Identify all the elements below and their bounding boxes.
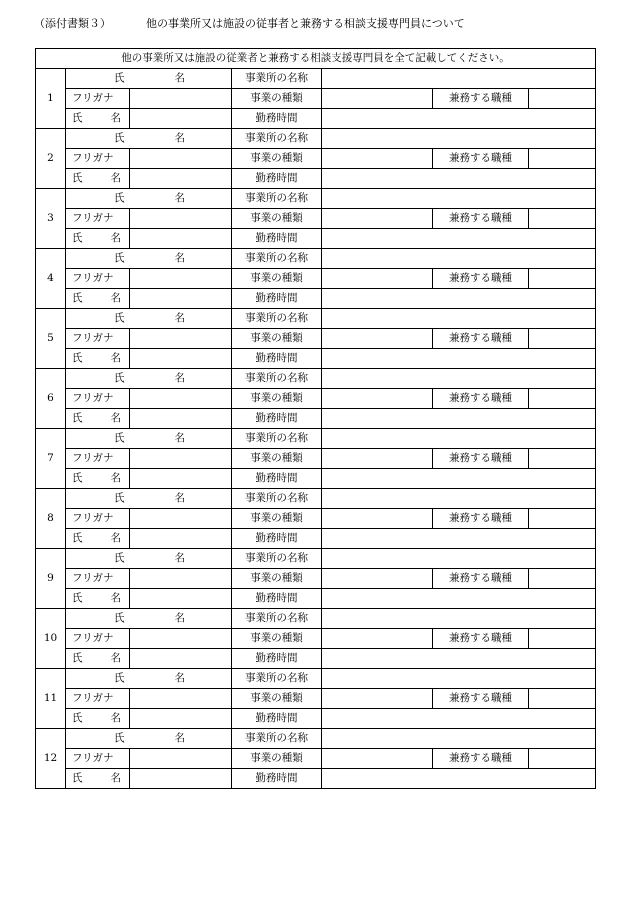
- name-header-cell: [66, 429, 232, 449]
- office-name-label: 事業所の名称: [232, 129, 322, 149]
- entry-number: 11: [36, 669, 66, 729]
- furigana-label: フリガナ: [66, 389, 130, 409]
- concurrent-job-label: 兼務する職種: [433, 329, 529, 349]
- business-type-field[interactable]: [322, 149, 433, 169]
- name-header-label-2: 名: [174, 72, 185, 84]
- office-name-label: 事業所の名称: [232, 729, 322, 749]
- business-type-label: 事業の種類: [232, 689, 322, 709]
- name-field[interactable]: [130, 649, 232, 669]
- name-label-2: 名: [110, 772, 121, 784]
- entry-row-furigana: [36, 509, 596, 529]
- furigana-label: フリガナ: [66, 749, 130, 769]
- name-header-label-1: 氏: [114, 552, 125, 564]
- furigana-field[interactable]: [130, 149, 232, 169]
- name-header-cell: [66, 669, 232, 689]
- name-label-2: 名: [110, 172, 121, 184]
- business-type-field[interactable]: [322, 89, 433, 109]
- name-field[interactable]: [130, 169, 232, 189]
- entry-row-name-header: [36, 249, 596, 269]
- concurrent-job-field[interactable]: [529, 149, 596, 169]
- name-label-cell: [66, 589, 130, 609]
- work-hours-field[interactable]: [322, 289, 596, 309]
- name-label-cell: [66, 169, 130, 189]
- office-name-field[interactable]: [322, 729, 596, 749]
- name-header-cell: [66, 69, 232, 89]
- entry-row-name: [36, 169, 596, 189]
- furigana-field[interactable]: [130, 329, 232, 349]
- office-name-field[interactable]: [322, 249, 596, 269]
- name-label-cell: [66, 109, 130, 129]
- name-label-1: 氏: [72, 172, 83, 184]
- furigana-label: フリガナ: [66, 149, 130, 169]
- work-hours-field[interactable]: [322, 349, 596, 369]
- office-name-label: 事業所の名称: [232, 609, 322, 629]
- name-label-cell: [66, 709, 130, 729]
- concurrent-job-label: 兼務する職種: [433, 149, 529, 169]
- entry-row-name-header: [36, 669, 596, 689]
- furigana-field[interactable]: [130, 389, 232, 409]
- name-label-1: 氏: [72, 772, 83, 784]
- name-header-label-2: 名: [174, 132, 185, 144]
- name-label-cell: [66, 769, 130, 789]
- entry-row-name-header: [36, 609, 596, 629]
- document-label: （添付書類３）: [34, 17, 111, 30]
- furigana-field[interactable]: [130, 629, 232, 649]
- concurrent-job-field[interactable]: [529, 449, 596, 469]
- office-name-field[interactable]: [322, 129, 596, 149]
- name-field[interactable]: [130, 469, 232, 489]
- office-name-label: 事業所の名称: [232, 669, 322, 689]
- entry-number: 1: [36, 69, 66, 129]
- name-label-2: 名: [110, 352, 121, 364]
- name-label-2: 名: [110, 652, 121, 664]
- name-header-label-2: 名: [174, 552, 185, 564]
- business-type-label: 事業の種類: [232, 209, 322, 229]
- work-hours-label: 勤務時間: [232, 649, 322, 669]
- concurrent-job-field[interactable]: [529, 89, 596, 109]
- concurrent-job-label: 兼務する職種: [433, 749, 529, 769]
- entry-number: 10: [36, 609, 66, 669]
- business-type-field[interactable]: [322, 629, 433, 649]
- entry-row-name-header: [36, 129, 596, 149]
- work-hours-field[interactable]: [322, 529, 596, 549]
- entry-number: 6: [36, 369, 66, 429]
- work-hours-field[interactable]: [322, 649, 596, 669]
- name-header-cell: [66, 549, 232, 569]
- name-label-1: 氏: [72, 112, 83, 124]
- name-field[interactable]: [130, 409, 232, 429]
- name-label-1: 氏: [72, 232, 83, 244]
- office-name-label: 事業所の名称: [232, 69, 322, 89]
- name-label-1: 氏: [72, 712, 83, 724]
- name-label-cell: [66, 529, 130, 549]
- business-type-field[interactable]: [322, 269, 433, 289]
- name-label-1: 氏: [72, 592, 83, 604]
- entry-row-name: [36, 649, 596, 669]
- name-header-label-1: 氏: [114, 492, 125, 504]
- name-field[interactable]: [130, 109, 232, 129]
- name-header-label-1: 氏: [114, 672, 125, 684]
- table-caption: 他の事業所又は施設の従業者と兼務する相談支援専門員を全て記載してください。: [36, 49, 596, 69]
- name-label-1: 氏: [72, 352, 83, 364]
- office-name-label: 事業所の名称: [232, 189, 322, 209]
- business-type-field[interactable]: [322, 389, 433, 409]
- business-type-label: 事業の種類: [232, 629, 322, 649]
- concurrent-job-field[interactable]: [529, 509, 596, 529]
- business-type-label: 事業の種類: [232, 569, 322, 589]
- entry-number: 4: [36, 249, 66, 309]
- entry-row-furigana: [36, 689, 596, 709]
- concurrent-job-label: 兼務する職種: [433, 209, 529, 229]
- office-name-field[interactable]: [322, 669, 596, 689]
- name-field[interactable]: [130, 589, 232, 609]
- name-header-label-2: 名: [174, 432, 185, 444]
- work-hours-field[interactable]: [322, 229, 596, 249]
- work-hours-label: 勤務時間: [232, 589, 322, 609]
- name-label-2: 名: [110, 412, 121, 424]
- furigana-field[interactable]: [130, 569, 232, 589]
- business-type-label: 事業の種類: [232, 269, 322, 289]
- name-label-1: 氏: [72, 532, 83, 544]
- concurrent-job-field[interactable]: [529, 629, 596, 649]
- name-header-label-2: 名: [174, 612, 185, 624]
- entry-row-name: [36, 349, 596, 369]
- office-name-label: 事業所の名称: [232, 429, 322, 449]
- work-hours-field[interactable]: [322, 409, 596, 429]
- concurrent-job-label: 兼務する職種: [433, 269, 529, 289]
- name-header-label-2: 名: [174, 312, 185, 324]
- name-label-2: 名: [110, 292, 121, 304]
- business-type-label: 事業の種類: [232, 89, 322, 109]
- office-name-label: 事業所の名称: [232, 369, 322, 389]
- entry-row-furigana: [36, 629, 596, 649]
- name-label-2: 名: [110, 532, 121, 544]
- name-label-1: 氏: [72, 292, 83, 304]
- concurrent-job-field[interactable]: [529, 389, 596, 409]
- name-field[interactable]: [130, 769, 232, 789]
- furigana-label: フリガナ: [66, 209, 130, 229]
- furigana-label: フリガナ: [66, 449, 130, 469]
- entry-row-furigana: [36, 149, 596, 169]
- office-name-field[interactable]: [322, 609, 596, 629]
- name-header-cell: [66, 309, 232, 329]
- entry-row-furigana: [36, 269, 596, 289]
- work-hours-field[interactable]: [322, 469, 596, 489]
- name-header-cell: [66, 729, 232, 749]
- name-label-cell: [66, 349, 130, 369]
- name-label-1: 氏: [72, 472, 83, 484]
- business-type-field[interactable]: [322, 689, 433, 709]
- name-label-2: 名: [110, 592, 121, 604]
- name-field[interactable]: [130, 529, 232, 549]
- entry-number: 5: [36, 309, 66, 369]
- concurrent-job-label: 兼務する職種: [433, 89, 529, 109]
- name-field[interactable]: [130, 289, 232, 309]
- name-header-label-2: 名: [174, 252, 185, 264]
- document-title: 他の事業所又は施設の従事者と兼務する相談支援専門員について: [146, 17, 465, 30]
- office-name-field[interactable]: [322, 369, 596, 389]
- office-name-label: 事業所の名称: [232, 489, 322, 509]
- entry-number: 3: [36, 189, 66, 249]
- name-header-label-1: 氏: [114, 372, 125, 384]
- office-name-field[interactable]: [322, 309, 596, 329]
- name-label-cell: [66, 409, 130, 429]
- work-hours-field[interactable]: [322, 169, 596, 189]
- entry-row-furigana: [36, 209, 596, 229]
- entry-row-name-header: [36, 489, 596, 509]
- name-field[interactable]: [130, 349, 232, 369]
- name-label-2: 名: [110, 472, 121, 484]
- table-caption-row: [36, 49, 596, 69]
- work-hours-label: 勤務時間: [232, 709, 322, 729]
- name-header-label-2: 名: [174, 732, 185, 744]
- entry-row-name-header: [36, 729, 596, 749]
- furigana-label: フリガナ: [66, 509, 130, 529]
- entry-row-name: [36, 469, 596, 489]
- work-hours-field[interactable]: [322, 769, 596, 789]
- entry-number: 8: [36, 489, 66, 549]
- work-hours-label: 勤務時間: [232, 469, 322, 489]
- name-label-2: 名: [110, 112, 121, 124]
- business-type-field[interactable]: [322, 329, 433, 349]
- furigana-field[interactable]: [130, 449, 232, 469]
- name-label-cell: [66, 469, 130, 489]
- furigana-field[interactable]: [130, 89, 232, 109]
- name-header-label-1: 氏: [114, 192, 125, 204]
- furigana-label: フリガナ: [66, 329, 130, 349]
- office-name-label: 事業所の名称: [232, 309, 322, 329]
- work-hours-field[interactable]: [322, 589, 596, 609]
- entry-row-name-header: [36, 369, 596, 389]
- entry-row-name: [36, 529, 596, 549]
- work-hours-label: 勤務時間: [232, 169, 322, 189]
- business-type-label: 事業の種類: [232, 749, 322, 769]
- furigana-field[interactable]: [130, 269, 232, 289]
- entry-row-name: [36, 409, 596, 429]
- work-hours-label: 勤務時間: [232, 769, 322, 789]
- furigana-field[interactable]: [130, 689, 232, 709]
- name-header-label-1: 氏: [114, 612, 125, 624]
- name-header-label-1: 氏: [114, 732, 125, 744]
- entry-row-furigana: [36, 329, 596, 349]
- name-header-label-1: 氏: [114, 312, 125, 324]
- entry-row-furigana: [36, 89, 596, 109]
- entry-row-name: [36, 289, 596, 309]
- entry-number: 12: [36, 729, 66, 789]
- entry-row-furigana: [36, 389, 596, 409]
- work-hours-label: 勤務時間: [232, 289, 322, 309]
- name-header-label-2: 名: [174, 192, 185, 204]
- name-header-cell: [66, 189, 232, 209]
- furigana-label: フリガナ: [66, 569, 130, 589]
- entry-number: 9: [36, 549, 66, 609]
- entry-row-furigana: [36, 749, 596, 769]
- concurrent-job-label: 兼務する職種: [433, 449, 529, 469]
- office-name-label: 事業所の名称: [232, 549, 322, 569]
- business-type-field[interactable]: [322, 509, 433, 529]
- business-type-label: 事業の種類: [232, 329, 322, 349]
- concurrent-job-label: 兼務する職種: [433, 689, 529, 709]
- furigana-field[interactable]: [130, 509, 232, 529]
- office-name-field[interactable]: [322, 69, 596, 89]
- entry-row-name-header: [36, 549, 596, 569]
- office-name-field[interactable]: [322, 549, 596, 569]
- name-header-cell: [66, 129, 232, 149]
- name-field[interactable]: [130, 709, 232, 729]
- work-hours-label: 勤務時間: [232, 349, 322, 369]
- concurrent-job-field[interactable]: [529, 329, 596, 349]
- work-hours-label: 勤務時間: [232, 109, 322, 129]
- name-header-label-2: 名: [174, 492, 185, 504]
- business-type-label: 事業の種類: [232, 149, 322, 169]
- furigana-field[interactable]: [130, 749, 232, 769]
- name-header-label-1: 氏: [114, 252, 125, 264]
- name-header-cell: [66, 489, 232, 509]
- name-header-cell: [66, 369, 232, 389]
- entry-row-name: [36, 769, 596, 789]
- entry-row-name-header: [36, 309, 596, 329]
- furigana-label: フリガナ: [66, 629, 130, 649]
- name-label-1: 氏: [72, 652, 83, 664]
- name-header-label-2: 名: [174, 372, 185, 384]
- concurrent-job-field[interactable]: [529, 569, 596, 589]
- furigana-label: フリガナ: [66, 89, 130, 109]
- business-type-label: 事業の種類: [232, 449, 322, 469]
- concurrent-job-label: 兼務する職種: [433, 509, 529, 529]
- work-hours-label: 勤務時間: [232, 229, 322, 249]
- name-header-label-1: 氏: [114, 132, 125, 144]
- concurrent-job-label: 兼務する職種: [433, 629, 529, 649]
- office-name-field[interactable]: [322, 489, 596, 509]
- name-field[interactable]: [130, 229, 232, 249]
- concurrent-job-field[interactable]: [529, 689, 596, 709]
- name-label-cell: [66, 229, 130, 249]
- entry-number: 2: [36, 129, 66, 189]
- entry-row-furigana: [36, 569, 596, 589]
- entry-row-name-header: [36, 69, 596, 89]
- name-header-label-1: 氏: [114, 432, 125, 444]
- office-name-field[interactable]: [322, 189, 596, 209]
- entry-row-name: [36, 709, 596, 729]
- work-hours-field[interactable]: [322, 109, 596, 129]
- entry-row-name: [36, 589, 596, 609]
- entry-number: 7: [36, 429, 66, 489]
- work-hours-field[interactable]: [322, 709, 596, 729]
- concurrent-staff-table: [35, 48, 596, 789]
- business-type-label: 事業の種類: [232, 509, 322, 529]
- work-hours-label: 勤務時間: [232, 529, 322, 549]
- name-header-label-2: 名: [174, 672, 185, 684]
- concurrent-job-label: 兼務する職種: [433, 389, 529, 409]
- entry-row-name-header: [36, 429, 596, 449]
- concurrent-job-field[interactable]: [529, 269, 596, 289]
- name-label-2: 名: [110, 712, 121, 724]
- name-label-cell: [66, 649, 130, 669]
- entry-row-name: [36, 229, 596, 249]
- furigana-label: フリガナ: [66, 689, 130, 709]
- business-type-field[interactable]: [322, 209, 433, 229]
- work-hours-label: 勤務時間: [232, 409, 322, 429]
- concurrent-job-field[interactable]: [529, 209, 596, 229]
- office-name-field[interactable]: [322, 429, 596, 449]
- name-header-cell: [66, 249, 232, 269]
- entry-row-name-header: [36, 189, 596, 209]
- furigana-label: フリガナ: [66, 269, 130, 289]
- business-type-label: 事業の種類: [232, 389, 322, 409]
- business-type-field[interactable]: [322, 569, 433, 589]
- name-label-cell: [66, 289, 130, 309]
- entry-row-name: [36, 109, 596, 129]
- entry-row-furigana: [36, 449, 596, 469]
- name-label-1: 氏: [72, 412, 83, 424]
- concurrent-job-label: 兼務する職種: [433, 569, 529, 589]
- office-name-label: 事業所の名称: [232, 249, 322, 269]
- name-label-2: 名: [110, 232, 121, 244]
- furigana-field[interactable]: [130, 209, 232, 229]
- concurrent-job-field[interactable]: [529, 749, 596, 769]
- name-header-cell: [66, 609, 232, 629]
- name-header-label-1: 氏: [114, 72, 125, 84]
- business-type-field[interactable]: [322, 749, 433, 769]
- business-type-field[interactable]: [322, 449, 433, 469]
